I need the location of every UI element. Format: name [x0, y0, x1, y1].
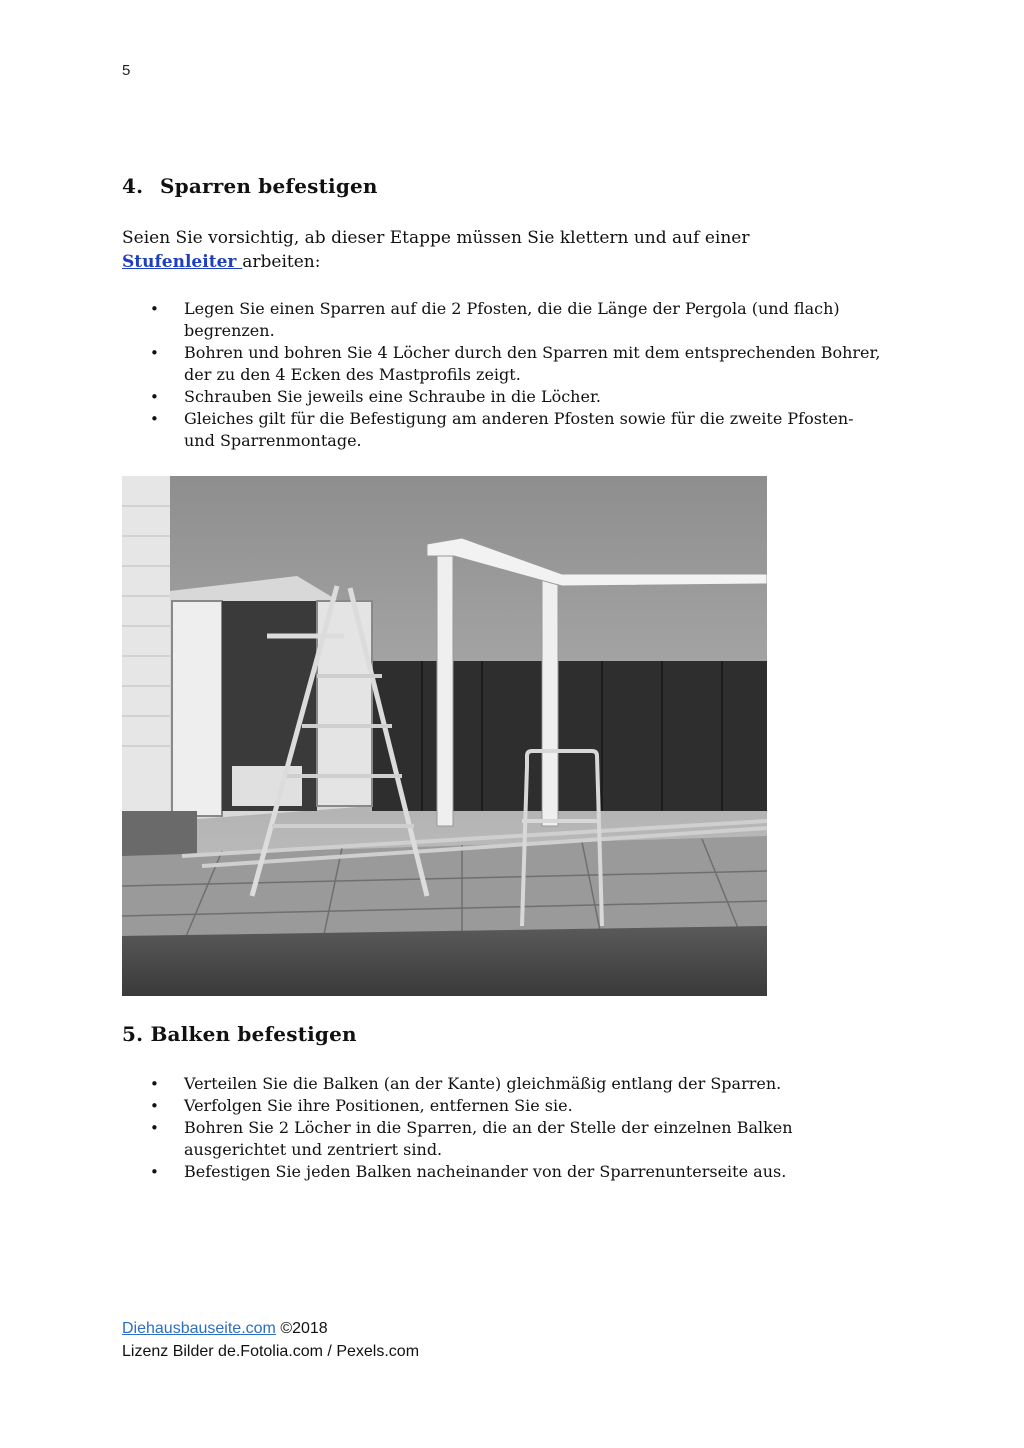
balken-steps [122, 1073, 882, 1183]
section-title: Balken befestigen [150, 1022, 357, 1046]
copyright-text: ©2018 [275, 1320, 328, 1337]
list-item: • Bohren Sie 2 Löcher in die Sparren, die an der Stelle der einzelnen Balken ausgerichtet und zentriert sind. [122, 1117, 882, 1161]
footer-copyright [122, 1320, 328, 1338]
list-item: • Befestigen Sie jeden Balken nacheinander von der Sparrenunterseite aus. [122, 1161, 882, 1183]
footer-license: Lizenz Bilder de.Fotolia.com / Pexels.com [122, 1343, 420, 1360]
section-number: 4. [122, 174, 144, 198]
list-item: • Schrauben Sie jeweils eine Schraube in die Löcher. [122, 386, 882, 408]
list-item: • Legen Sie einen Sparren auf die 2 Pfosten, die die Länge der Pergola (und flach) begrenzen. [122, 298, 882, 342]
intro-text: Seien Sie vorsichtig, ab dieser Etappe müssen Sie klettern und auf einer [122, 228, 750, 248]
site-link[interactable]: Diehausbauseite.com [122, 1320, 276, 1337]
stufenleiter-link[interactable]: Stufenleiter [122, 252, 243, 272]
section-title: Sparren befestigen [160, 174, 378, 198]
page-number: 5 [122, 62, 131, 79]
section-number: 5. [122, 1022, 144, 1046]
section-sparren [122, 174, 882, 198]
list-item: • Gleiches gilt für die Befestigung am anderen Pfosten sowie für die zweite Pfosten- und Sparrenmontage. [122, 408, 882, 452]
section-heading [122, 1022, 882, 1046]
list-item: • Bohren und bohren Sie 4 Löcher durch den Sparren mit dem entsprechenden Bohrer, der zu den 4 Ecken des Mastprofils zeigt. [122, 342, 882, 386]
list-item: • Verfolgen Sie ihre Positionen, entfernen Sie sie. [122, 1095, 882, 1117]
intro-paragraph [122, 226, 882, 274]
intro-end: arbeiten: [242, 252, 321, 272]
list-item: • Verteilen Sie die Balken (an der Kante) gleichmäßig entlang der Sparren. [122, 1073, 882, 1095]
sparren-steps [122, 298, 882, 452]
section-balken [122, 1022, 882, 1046]
pergola-photo [122, 476, 767, 996]
section-heading [122, 174, 882, 198]
